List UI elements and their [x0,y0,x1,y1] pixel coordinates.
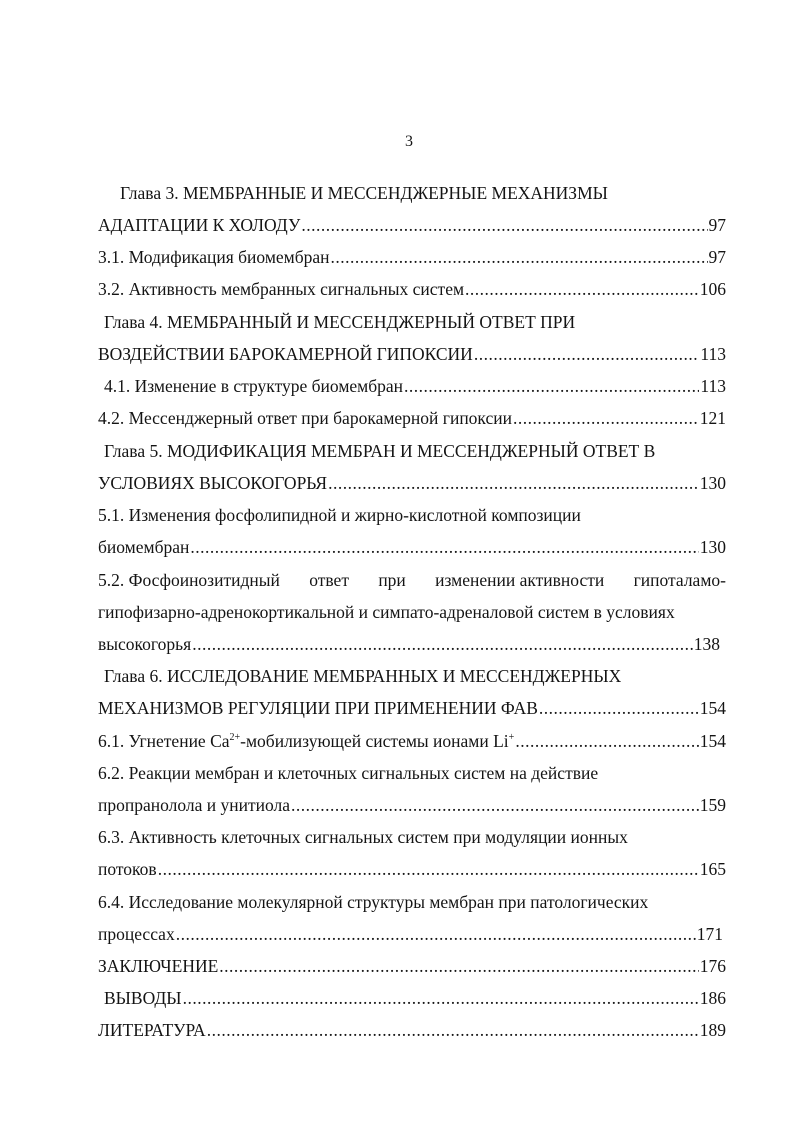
toc-chapter-3-title-text: Глава 3. МЕМБРАННЫЕ И МЕССЕНДЖЕРНЫЕ МЕХАНИЗМЫ [120,183,608,203]
page-number: 3 [405,133,413,150]
toc-chapter-3-entry [98,212,726,238]
toc-section-5-1-title-text: 5.1. Изменения фосфолипидной и жирно-кислотной композиции [98,505,581,525]
toc-section-5-2-line-2 [98,599,726,625]
toc-section-5-2-word-4: изменении активности [435,570,605,590]
toc-section-6-3-entry [98,856,726,882]
toc-section-4-2 [98,405,726,431]
toc-section-6-2-cont: пропранолола и унитиола [98,795,291,815]
toc-section-5-1-page: 130 [699,537,726,557]
toc-section-6-3-page: 165 [699,859,726,879]
toc-section-5-2-line-2-text: гипофизарно-адренокортикальной и симпато-адреналовой систем в условиях [98,602,675,622]
toc-leader [513,405,699,431]
toc-leader [183,985,699,1011]
toc-section-6-4-cont: процессах [98,924,175,944]
toc-leader [190,534,698,560]
toc-chapter-4-page: 113 [700,344,726,364]
toc-chapter-5-cont: УСЛОВИЯХ ВЫСОКОГОРЬЯ [98,473,328,493]
toc-section-6-1-title [98,728,514,754]
toc-chapter-3-cont: АДАПТАЦИИ К ХОЛОДУ [98,215,301,235]
toc-section-6-3-title [98,824,726,850]
toc-leader [176,921,696,947]
toc-section-5-2-word-5: гипоталамо- [633,570,726,590]
toc-section-6-1-title-b: -мобилизующей системы ионами Li [240,731,509,751]
toc-conclusion-title: ЗАКЛЮЧЕНИЕ [98,956,219,976]
toc-section-3-1-title: 3.1. Модификация биомембран [98,247,330,267]
toc-section-6-4-title [98,889,726,915]
toc-findings-title: ВЫВОДЫ [104,988,182,1008]
toc-leader [219,953,698,979]
toc-chapter-4-cont: ВОЗДЕЙСТВИИ БАРОКАМЕРНОЙ ГИПОКСИИ [98,344,473,364]
toc-section-3-1-page: 97 [708,247,726,267]
toc-section-6-4-entry [98,921,723,947]
toc-chapter-4-entry [98,341,726,367]
toc-leader [515,728,698,754]
toc-chapter-4-title-text: Глава 4. МЕМБРАННЫЙ И МЕССЕНДЖЕРНЫЙ ОТВЕТ ПРИ [104,312,576,332]
toc-section-6-1-sup-2: + [508,732,515,743]
toc-chapter-6-title-text: Глава 6. ИССЛЕДОВАНИЕ МЕМБРАННЫХ И МЕССЕНДЖЕРНЫХ [104,666,622,686]
toc-leader [301,212,707,238]
toc-leader [291,792,699,818]
toc-chapter-5-title [98,438,726,464]
toc-chapter-3-page: 97 [708,215,726,235]
toc-section-5-1-entry [98,534,726,560]
toc-section-6-1-sup-1: 2+ [229,732,241,743]
toc-chapter-5-entry [98,470,726,496]
toc-leader [207,1017,699,1043]
toc-section-6-2-entry [98,792,726,818]
toc-section-5-2-title [98,567,726,593]
toc-literature-page: 189 [699,1020,726,1040]
toc-leader [158,856,699,882]
toc-section-4-2-title: 4.2. Мессенджерный ответ при барокамерной гипоксии [98,408,513,428]
toc-section-6-4-page: 171 [696,924,723,944]
toc-section-5-2-page: 138 [693,634,720,654]
toc-section-5-1-cont: биомембран [98,537,190,557]
toc-leader [328,470,699,496]
toc-section-6-3-title-text: 6.3. Активность клеточных сигнальных систем при модуляции ионных [98,827,628,847]
toc-section-4-1 [98,373,726,399]
toc-leader [404,373,699,399]
toc-chapter-5-title-text: Глава 5. МОДИФИКАЦИЯ МЕМБРАН И МЕССЕНДЖЕРНЫЙ ОТВЕТ В [104,441,656,461]
toc-section-6-1 [98,728,726,754]
toc-section-5-2-word-2: ответ [309,570,349,590]
toc-chapter-6-cont: МЕХАНИЗМОВ РЕГУЛЯЦИИ ПРИ ПРИМЕНЕНИИ ФАВ [98,698,538,718]
toc-chapter-6-entry [98,695,726,721]
toc-section-4-2-page: 121 [699,408,726,428]
toc-chapter-4-title [98,309,726,335]
toc-section-6-3-cont: потоков [98,859,157,879]
toc-section-6-2-title-text: 6.2. Реакции мембран и клеточных сигнальных систем на действие [98,763,599,783]
toc-conclusion-page: 176 [699,956,726,976]
toc-conclusion [98,953,726,979]
toc-section-4-1-title: 4.1. Изменение в структуре биомембран [104,376,404,396]
toc-section-4-1-page: 113 [700,376,726,396]
toc-section-6-2-page: 159 [699,795,726,815]
toc-leader [465,276,699,302]
toc-literature-title: ЛИТЕРАТУРА [98,1020,206,1040]
toc-section-5-2-word-1: 5.2. Фосфоинозитидный [98,570,280,590]
toc-leader [331,244,708,270]
toc-section-5-1-title [98,502,726,528]
toc-chapter-6-title [98,663,726,689]
toc-section-6-1-page: 154 [699,731,726,751]
toc-section-3-2-page: 106 [699,279,726,299]
toc-literature [98,1017,726,1043]
toc-chapter-5-page: 130 [699,473,726,493]
toc-chapter-3-title [98,180,726,206]
toc-section-6-4-title-text: 6.4. Исследование молекулярной структуры мембран при патологических [98,892,649,912]
toc-section-3-1 [98,244,726,270]
toc-section-6-2-title [98,760,726,786]
toc-section-3-2 [98,276,726,302]
toc-section-6-1-title-a: 6.1. Угнетение Ca [98,731,230,751]
toc-leader [539,695,699,721]
toc-findings-page: 186 [699,988,726,1008]
toc-leader [474,341,700,367]
toc-section-5-2-entry [98,631,720,657]
toc-chapter-6-page: 154 [699,698,726,718]
toc-leader [192,631,693,657]
toc-findings [98,985,726,1011]
toc-section-5-2-cont: высокогорья [98,634,192,654]
toc-section-3-2-title: 3.2. Активность мембранных сигнальных систем [98,279,465,299]
toc-section-5-2-word-3: при [378,570,406,590]
